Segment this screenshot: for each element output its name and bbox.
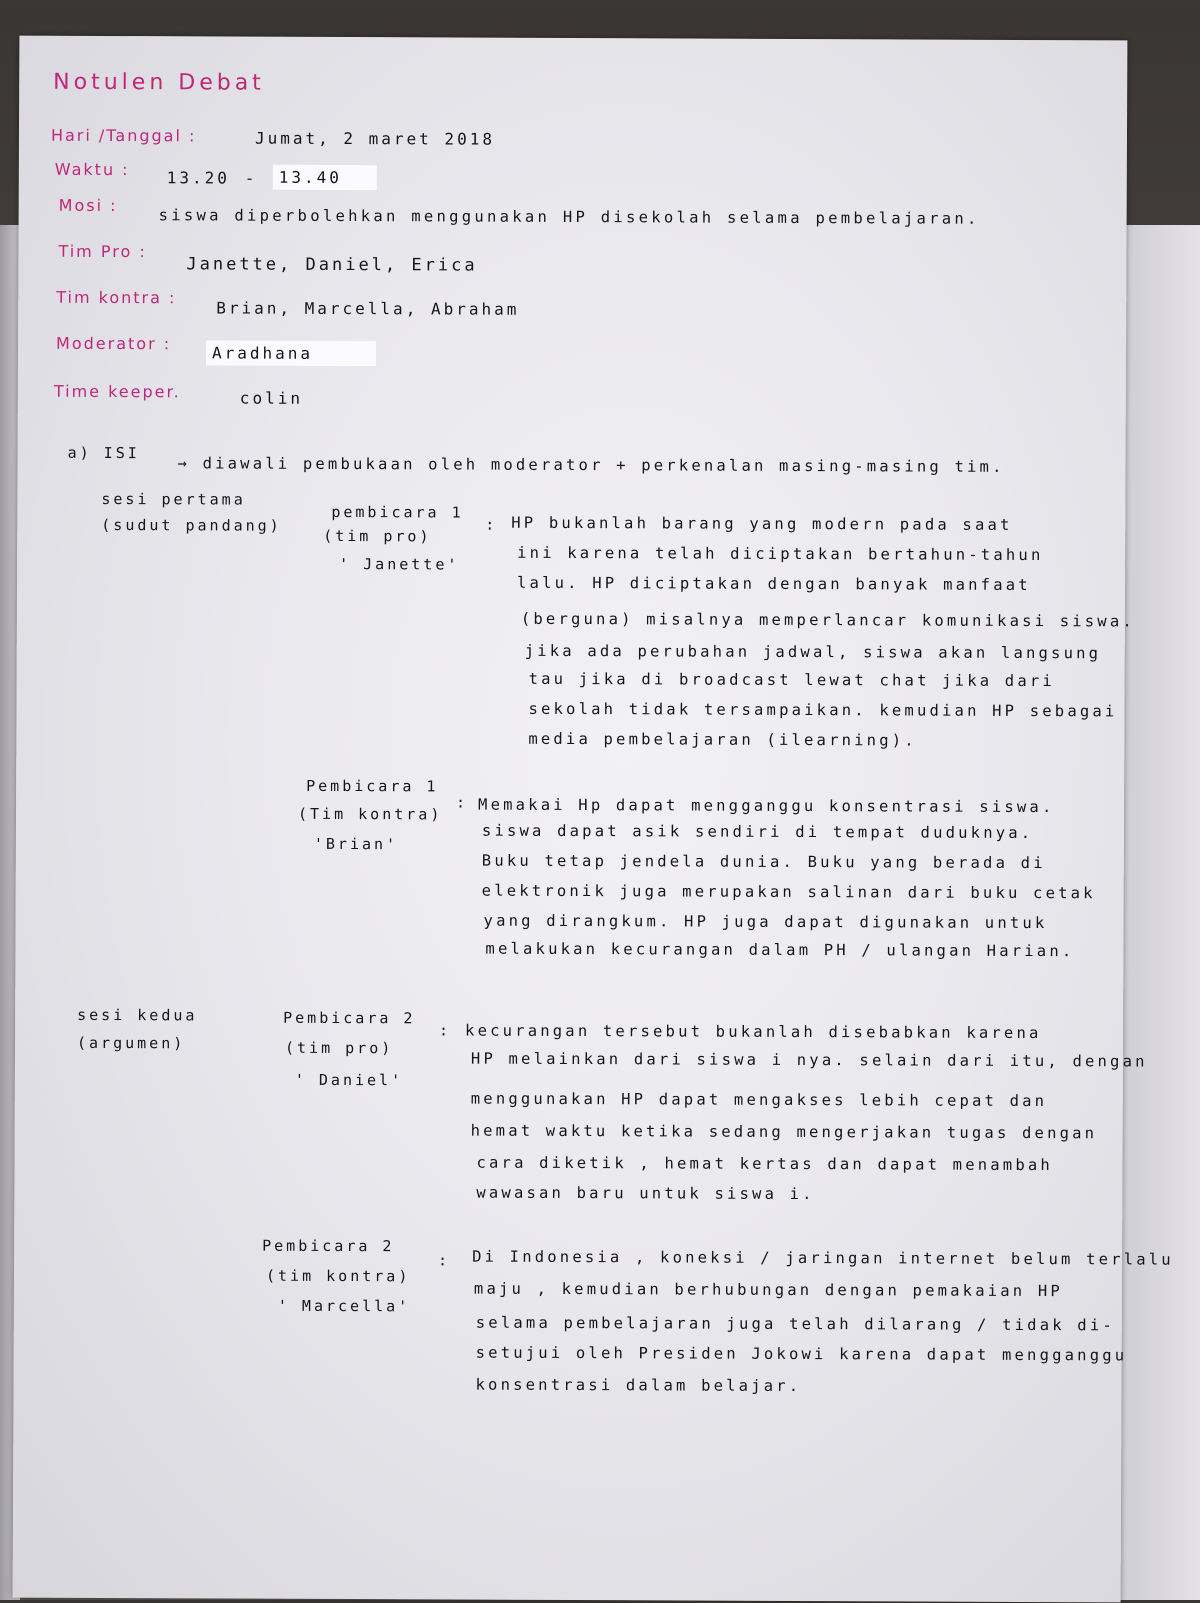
hari-value: Jumat, 2 maret 2018 [254,128,496,149]
speaker-1-line2: (tim pro) [323,526,432,546]
page-title: Notulen Debat [53,69,265,96]
text-line: Buku tetap jendela dunia. Buku yang berada di [481,851,1046,873]
speaker-1-line1: pembicara 1 [331,502,464,522]
text-line: konsentrasi dalam belajar. [475,1375,802,1396]
mosi-value: siswa diperbolehkan menggunakan HP disekolah selama pembelajaran. [158,206,980,228]
isi-label: a) ISI [67,443,140,463]
text-line: Di Indonesia , koneksi / jaringan internet belum terlalu [472,1247,1174,1269]
notes-paper [13,36,1174,1603]
text-line: kecurangan tersebut bukanlah disebabkan karena [465,1021,1042,1043]
text-line: yang dirangkum. HP juga dapat digunakan untuk [483,911,1048,933]
speaker-2-line1: Pembicara 1 [306,776,439,796]
colon: : [456,793,469,812]
text-line: cara diketik , hemat kertas dan dapat menambah [476,1153,1054,1175]
paper-background-sheet [1120,225,1200,1600]
text-line: hemat waktu ketika sedang mengerjakan tugas dengan [470,1121,1098,1143]
text-line: sekolah tidak tersampaikan. kemudian HP sebagai [528,699,1118,721]
text-line: maju , kemudian berhubungan dengan pemakaian HP [473,1279,1063,1301]
mosi-label: Mosi : [58,195,118,216]
text-line: tau jika di broadcast lewat chat jika dari [528,669,1055,691]
text-line: (berguna) misalnya memperlancar komunikasi siswa. [520,609,1135,631]
waktu-label: Waktu : [54,159,130,180]
moderator-label: Moderator : [56,333,172,354]
waktu-start: 13.20 [166,168,231,188]
text-line: melakukan kecurangan dalam PH / ulangan Harian. [485,939,1075,961]
text-line: ini karena telah diciptakan bertahun-tahun [517,543,1044,565]
speaker-2-line3: 'Brian' [313,834,399,854]
text-line: setujui oleh Presiden Jokowi karena dapat mengganggu [475,1343,1128,1365]
text-line: jika ada perubahan jadwal, siswa akan langsung [524,641,1102,663]
moderator-value: Aradhana [206,340,376,366]
kontra-label: Tim kontra : [56,287,177,308]
session-1-name: sesi pertama [101,489,246,509]
hari-label: Hari /Tanggal : [50,125,197,146]
speaker-4-line3: ' Marcella' [277,1296,411,1316]
isi-intro: → diawali pembukaan oleh moderator + perkenalan masing-masing tim. [177,454,1005,476]
session-1-sub: (sudut pandang) [101,515,282,535]
speaker-2-line2: (Tim kontra) [297,804,443,824]
speaker-4-line2: (tim kontra) [265,1266,411,1286]
text-line: siswa dapat asik sendiri di tempat duduknya. [481,821,1034,843]
text-line: Memakai Hp dapat mengganggu konsentrasi siswa. [478,795,1055,817]
text-line: media pembelajaran (ilearning). [528,729,917,750]
text-line: HP bukanlah barang yang modern pada saat [511,513,1013,534]
text-line: lalu. HP diciptakan dengan banyak manfaat [516,573,1031,595]
text-line: menggunakan HP dapat mengakses lebih cepat dan [470,1089,1048,1111]
pro-value: Janette, Daniel, Erica [186,254,478,276]
speaker-4-line1: Pembicara 2 [262,1236,395,1256]
timekeeper-value: colin [239,388,304,408]
text-line: wawasan baru untuk siswa i. [476,1183,815,1204]
text-line: selama pembelajaran juga telah dilarang / tidak di- [475,1313,1115,1335]
colon: : [485,515,498,534]
speaker-3-line2: (tim pro) [284,1038,394,1058]
session-2-sub: (argumen) [76,1033,186,1053]
timekeeper-label: Time keeper. [53,381,181,402]
speaker-3-line3: ' Daniel' [294,1070,404,1090]
text-line: elektronik juga merupakan salinan dari buku cetak [481,881,1096,903]
speaker-3-line1: Pembicara 2 [283,1008,416,1028]
text-line: HP melainkan dari siswa i nya. selain dari itu, dengan [470,1049,1148,1071]
colon: : [439,1021,452,1040]
session-2-name: sesi kedua [77,1005,198,1025]
pro-label: Tim Pro : [58,241,147,262]
waktu-end: 13.40 [273,165,377,190]
colon: : [438,1251,451,1270]
waktu-dash: - [244,168,258,188]
kontra-value: Brian, Marcella, Abraham [216,298,520,319]
speaker-1-line3: ' Janette' [339,554,460,574]
